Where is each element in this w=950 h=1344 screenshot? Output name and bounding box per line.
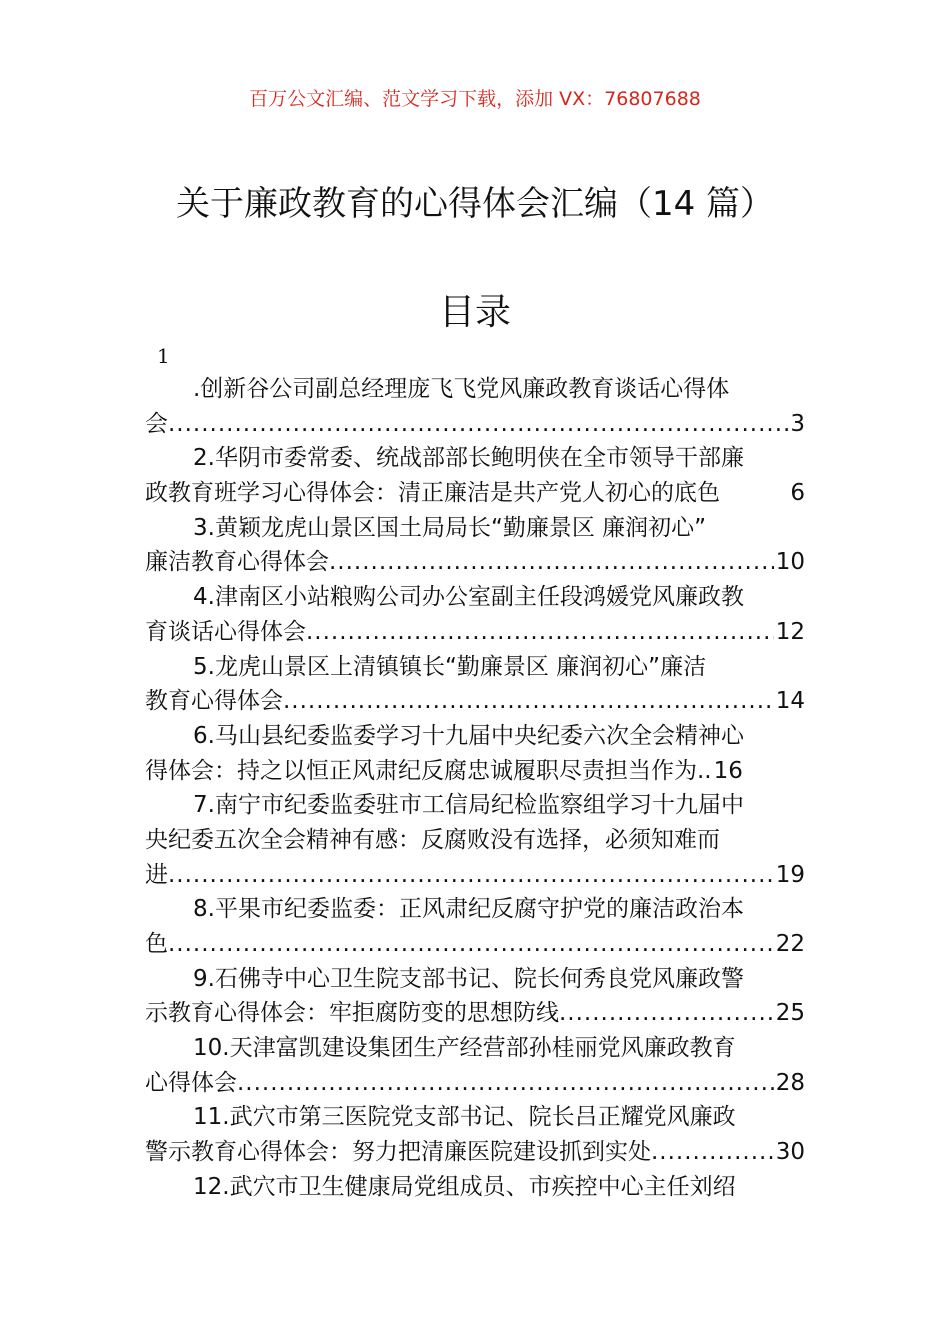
toc-page-number: 14 xyxy=(775,688,805,715)
toc-entry[interactable] xyxy=(145,511,805,580)
toc-entry-text: 色 xyxy=(145,931,168,957)
download-notice: 百万公文汇编、范文学习下载，添加 VX：76807688 xyxy=(249,88,701,110)
toc-entry-text: 进 xyxy=(145,861,168,888)
toc-entry-text: 教育心得体会 xyxy=(145,688,283,715)
toc-entry-text: 5.龙虎山景区上清镇镇长“勤廉景区 廉润初心”廉洁 xyxy=(193,653,707,680)
toc-heading: 目录 xyxy=(438,292,511,333)
toc-entry-text: 会 xyxy=(145,410,168,437)
toc-page-number: 6 xyxy=(790,480,805,507)
toc-entry-text: 得体会：持之以恒正风肃纪反腐忠诚履职尽责担当作为 xyxy=(145,757,697,784)
toc-entry-text: 12.武穴市卫生健康局党组成员、市疾控中心主任刘绍 xyxy=(193,1173,736,1200)
toc-entry-text: 8.平果市纪委监委：正风肃纪反腐守护党的廉洁政治本 xyxy=(193,896,744,923)
toc-page-number: 25 xyxy=(775,1000,805,1027)
toc-entry-text: 2.华阴市委常委、统战部部长鲍明侠在全市领导干部廉 xyxy=(193,445,744,472)
table-of-contents xyxy=(145,372,805,1205)
toc-entry-text: 示教育心得体会：牢拒腐防变的思想防线 xyxy=(145,1000,559,1027)
toc-first-number: 1 xyxy=(157,344,170,368)
toc-entry-text: 10.天津富凯建设集团生产经营部孙桂丽党风廉政教育 xyxy=(193,1035,736,1062)
toc-page-number: 22 xyxy=(775,931,805,957)
toc-entry[interactable] xyxy=(145,650,805,719)
toc-entry-text: 政教育班学习心得体会：清正廉洁是共产党人初心的底色 xyxy=(145,480,720,507)
toc-entry-text: 警示教育心得体会：努力把清廉医院建设抓到实处 xyxy=(145,1139,651,1166)
toc-page-number: 10 xyxy=(775,549,805,576)
toc-leader-dots xyxy=(283,684,774,719)
toc-entry[interactable] xyxy=(145,580,805,649)
toc-page-number: 30 xyxy=(775,1139,805,1166)
toc-entry-text: 11.武穴市第三医院党支部书记、院长吕正耀党风廉政 xyxy=(193,1104,736,1131)
toc-entry-text: .创新谷公司副总经理庞飞飞党风廉政教育谈话心得体 xyxy=(193,376,730,402)
toc-entry[interactable] xyxy=(145,441,805,510)
toc-entry-text: 育谈话心得体会 xyxy=(145,618,306,645)
toc-page-number: 28 xyxy=(775,1069,805,1096)
toc-leader-dots xyxy=(306,615,774,650)
toc-leader-dots: .. xyxy=(697,757,712,784)
toc-entry[interactable] xyxy=(145,1031,805,1100)
toc-leader-dots xyxy=(651,1135,774,1170)
toc-entry[interactable] xyxy=(145,372,805,441)
document-title: 关于廉政教育的心得体会汇编（14 篇） xyxy=(175,184,775,224)
toc-entry[interactable] xyxy=(145,788,805,892)
toc-entry[interactable] xyxy=(145,1170,805,1205)
toc-leader-dots xyxy=(168,407,788,442)
toc-entry-text: 4.津南区小站粮购公司办公室副主任段鸿媛党风廉政教 xyxy=(193,584,744,611)
toc-leader-dots xyxy=(237,1066,774,1101)
toc-entry-text: 心得体会 xyxy=(145,1069,237,1096)
toc-entry[interactable] xyxy=(145,719,805,788)
toc-entry-text: 7.南宁市纪委监委驻市工信局纪检监察组学习十九届中 xyxy=(193,792,744,819)
toc-page-number: 3 xyxy=(790,410,805,437)
toc-entry-text: 3.黄颖龙虎山景区国土局局长“勤廉景区 廉润初心” xyxy=(193,514,707,541)
toc-leader-dots xyxy=(168,927,774,962)
toc-leader-dots xyxy=(329,545,774,580)
toc-leader-dots xyxy=(559,996,774,1031)
toc-entry[interactable] xyxy=(145,1100,805,1169)
toc-entry[interactable] xyxy=(145,892,805,961)
toc-entry-text: 9.石佛寺中心卫生院支部书记、院长何秀良党风廉政警 xyxy=(193,965,744,992)
toc-leader-dots xyxy=(168,858,774,893)
toc-page-number: 12 xyxy=(775,618,805,645)
toc-entry-text: 央纪委五次全会精神有感：反腐败没有选择，必须知难而 xyxy=(145,826,720,853)
toc-entry-text: 6.马山县纪委监委学习十九届中央纪委六次全会精神心 xyxy=(193,722,744,749)
toc-page-number: 19 xyxy=(775,861,805,888)
toc-entry[interactable] xyxy=(145,962,805,1031)
toc-page-number: 16 xyxy=(713,757,743,784)
toc-entry-text: 廉洁教育心得体会 xyxy=(145,549,329,576)
